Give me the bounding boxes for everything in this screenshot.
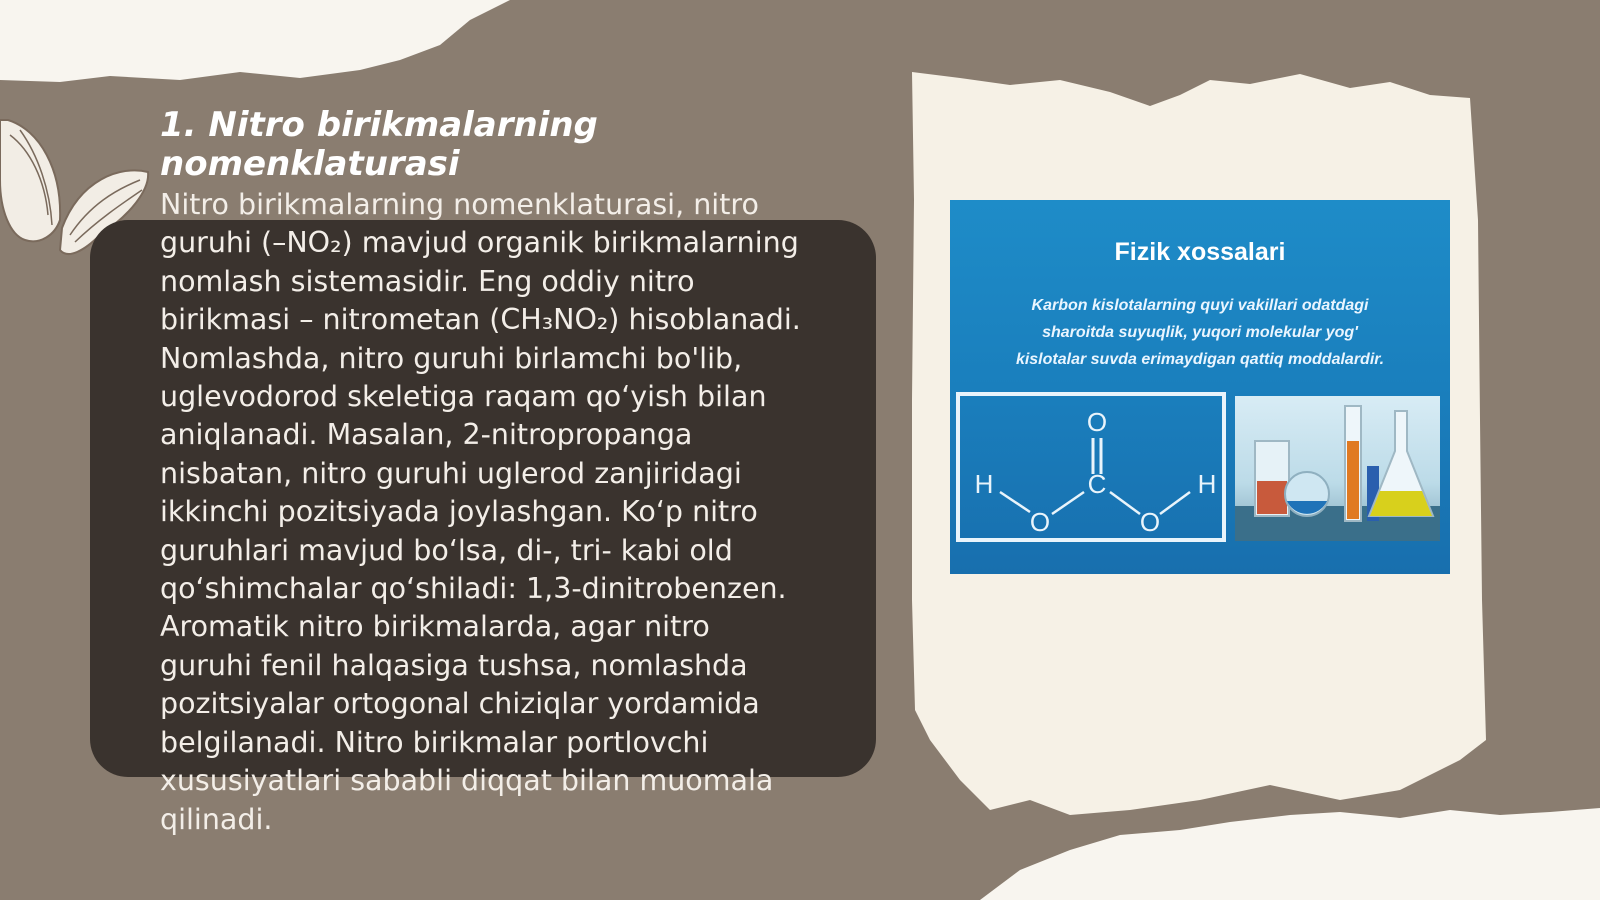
body-text: [160, 186, 850, 839]
lab-glassware-photo: [1235, 396, 1440, 541]
body-line: xususiyatlari sababli diqqat bilan muomala: [160, 764, 774, 798]
image-text-line: kislotalar suvda erimaydigan qattiq moddalardir.: [1015, 351, 1385, 368]
atom-label: O: [1139, 507, 1161, 537]
body-line: uglevodorod skeletiga raqam qo‘yish bilan: [160, 380, 767, 414]
image-text-line: sharoitda suyuqlik, yuqori molekular yog': [1042, 324, 1358, 341]
body-line: guruhi fenil halqasiga tushsa, nomlashda: [160, 648, 748, 682]
atom-label: H: [1197, 469, 1217, 499]
formula-box: [956, 392, 1226, 542]
atom-label: C: [1087, 469, 1107, 499]
body-line: Nomlashda, nitro guruhi birlamchi bo'lib,: [160, 341, 743, 375]
lab-glassware-icon: [1235, 396, 1440, 541]
body-line: qo‘shimchalar qo‘shiladi: 1,3-dinitrobenzen.: [160, 572, 787, 606]
molecule-icon: [960, 396, 1222, 538]
body-line: guruhi (–NO₂) mavjud organik birikmalarning: [160, 226, 799, 260]
body-line: nomlash sistemasidir. Eng oddiy nitro: [160, 264, 695, 298]
image-text: [970, 292, 1430, 373]
body-line: aniqlanadi. Masalan, 2-nitropropanga: [160, 418, 693, 452]
top-left-paper: [0, 0, 510, 82]
atom-label: H: [974, 469, 994, 499]
body-line: Aromatik nitro birikmalarda, agar nitro: [160, 610, 710, 644]
image-text-line: Karbon kislotalarning quyi vakillari odatdagi: [1031, 297, 1369, 314]
body-line: ikkinchi pozitsiyada joylashgan. Ko‘p nitro: [160, 495, 758, 529]
atom-label: O: [1086, 407, 1108, 437]
body-line: pozitsiyalar ortogonal chiziqlar yordamida: [160, 687, 760, 721]
body-line: belgilanadi. Nitro birikmalar portlovchi: [160, 725, 709, 759]
bottom-right-paper: [980, 808, 1600, 900]
atom-label: O: [1029, 507, 1051, 537]
body-line: guruhlari mavjud bo‘lsa, di-, tri- kabi old: [160, 533, 733, 567]
body-line: Nitro birikmalarning nomenklaturasi, nitro: [160, 188, 759, 221]
slide-title: 1. Nitro birikmalarning nomenklaturasi: [160, 105, 598, 184]
physical-properties-image: [950, 200, 1450, 574]
body-line: nisbatan, nitro guruhi uglerod zanjiridagi: [160, 456, 742, 490]
image-title: Fizik xossalari: [1114, 238, 1286, 266]
body-line: qilinadi.: [160, 802, 273, 836]
body-line: birikmasi – nitrometan (CH₃NO₂) hisoblanadi.: [160, 303, 801, 337]
